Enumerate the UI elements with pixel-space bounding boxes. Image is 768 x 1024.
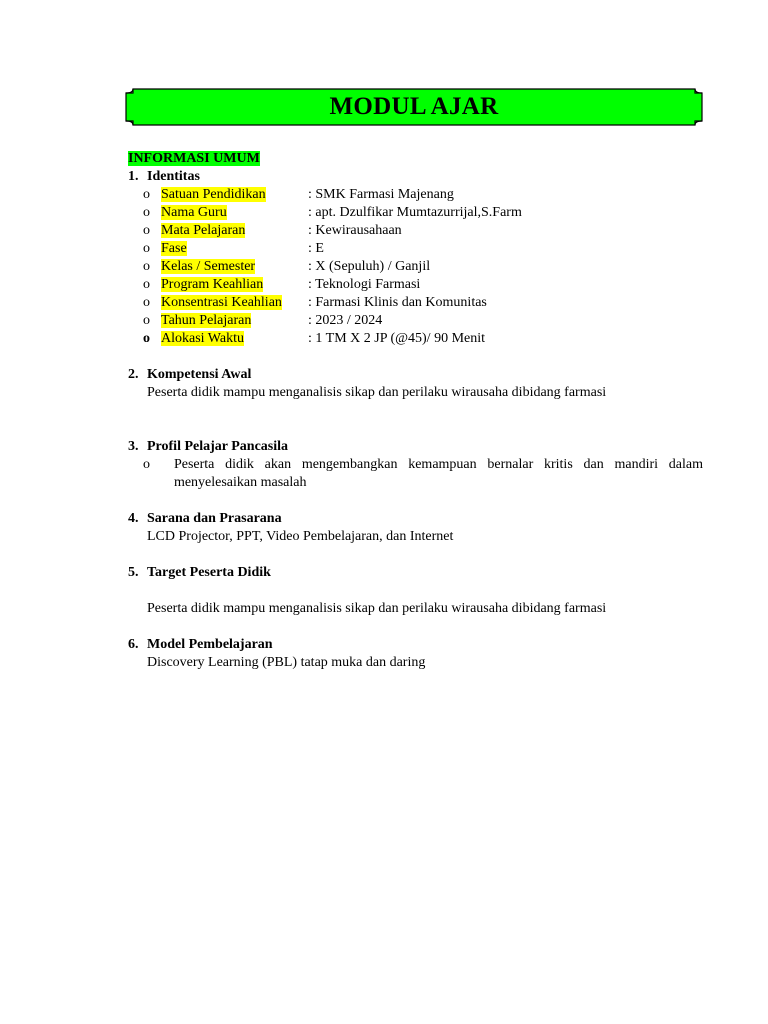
section-title: Profil Pelajar Pancasila	[147, 439, 289, 454]
bullet-icon: o	[143, 241, 150, 256]
section-title: Kompetensi Awal	[147, 367, 252, 382]
section-number: 4.	[128, 511, 139, 526]
section-title: Sarana dan Prasarana	[147, 511, 282, 526]
profil-item	[143, 456, 703, 492]
profil-text: Peserta didik akan mengembangkan kemampuan bernalar kritis dan mandiri dalam menyelesaikan masalah	[173, 457, 703, 490]
section-title: Target Peserta Didik	[147, 565, 271, 580]
bullet-icon: o	[143, 187, 150, 202]
identitas-value: : Kewirausahaan	[308, 223, 402, 238]
section-kompetensi-heading	[128, 366, 703, 384]
identitas-label: Konsentrasi Keahlian	[161, 295, 282, 310]
section-number: 2.	[128, 367, 139, 382]
bullet-icon: o	[143, 223, 150, 238]
identitas-value: : X (Sepuluh) / Ganjil	[308, 259, 431, 274]
identitas-label: Fase	[161, 241, 187, 256]
identitas-value: : apt. Dzulfikar Mumtazurrijal,S.Farm	[308, 205, 522, 220]
section-model-heading	[128, 636, 703, 654]
identitas-row	[128, 312, 703, 330]
identitas-value: : Farmasi Klinis dan Komunitas	[308, 295, 487, 310]
identitas-label: Program Keahlian	[161, 277, 264, 292]
sarana-text: LCD Projector, PPT, Video Pembelajaran, dan Internet	[147, 529, 454, 544]
section-profil-heading	[128, 438, 703, 456]
identitas-label: Satuan Pendidikan	[161, 187, 266, 202]
identitas-value: : E	[308, 241, 324, 256]
info-heading	[128, 150, 703, 168]
identitas-value: : SMK Farmasi Majenang	[308, 187, 454, 202]
identitas-list	[128, 186, 703, 348]
identitas-label: Alokasi Waktu	[161, 331, 244, 346]
identitas-row	[128, 240, 703, 258]
section-number: 1.	[128, 169, 139, 184]
identitas-row	[128, 294, 703, 312]
identitas-value: : Teknologi Farmasi	[308, 277, 421, 292]
section-identitas-heading	[128, 168, 703, 186]
bullet-icon: o	[143, 331, 150, 346]
bullet-icon: o	[143, 457, 150, 472]
section-title: Model Pembelajaran	[147, 637, 273, 652]
identitas-value: : 2023 / 2024	[308, 313, 383, 328]
page-title: MODUL AJAR	[329, 93, 499, 120]
bullet-icon: o	[143, 277, 150, 292]
identitas-value: : 1 TM X 2 JP (@45)/ 90 Menit	[308, 331, 486, 346]
bullet-icon: o	[143, 205, 150, 220]
section-target-heading	[128, 564, 703, 582]
section-number: 3.	[128, 439, 139, 454]
section-sarana-heading	[128, 510, 703, 528]
target-text: Peserta didik mampu menganalisis sikap dan perilaku wirausaha dibidang farmasi	[147, 601, 607, 616]
kompetensi-text: Peserta didik mampu menganalisis sikap dan perilaku wirausaha dibidang farmasi	[147, 385, 607, 400]
identitas-row	[128, 276, 703, 294]
section-number: 6.	[128, 637, 139, 652]
bullet-icon: o	[143, 313, 150, 328]
section-title: Identitas	[147, 169, 200, 184]
bullet-icon: o	[143, 295, 150, 310]
document-body	[128, 150, 703, 672]
identitas-label: Nama Guru	[161, 205, 227, 220]
identitas-row	[128, 204, 703, 222]
identitas-row	[128, 186, 703, 204]
info-heading-text: INFORMASI UMUM	[128, 151, 260, 166]
identitas-label: Kelas / Semester	[161, 259, 256, 274]
bullet-icon: o	[143, 259, 150, 274]
identitas-row	[128, 330, 703, 348]
identitas-label: Mata Pelajaran	[161, 223, 246, 238]
identitas-row	[128, 258, 703, 276]
model-text: Discovery Learning (PBL) tatap muka dan daring	[147, 655, 426, 670]
identitas-row	[128, 222, 703, 240]
title-banner	[125, 88, 703, 126]
section-number: 5.	[128, 565, 139, 580]
identitas-label: Tahun Pelajaran	[161, 313, 252, 328]
